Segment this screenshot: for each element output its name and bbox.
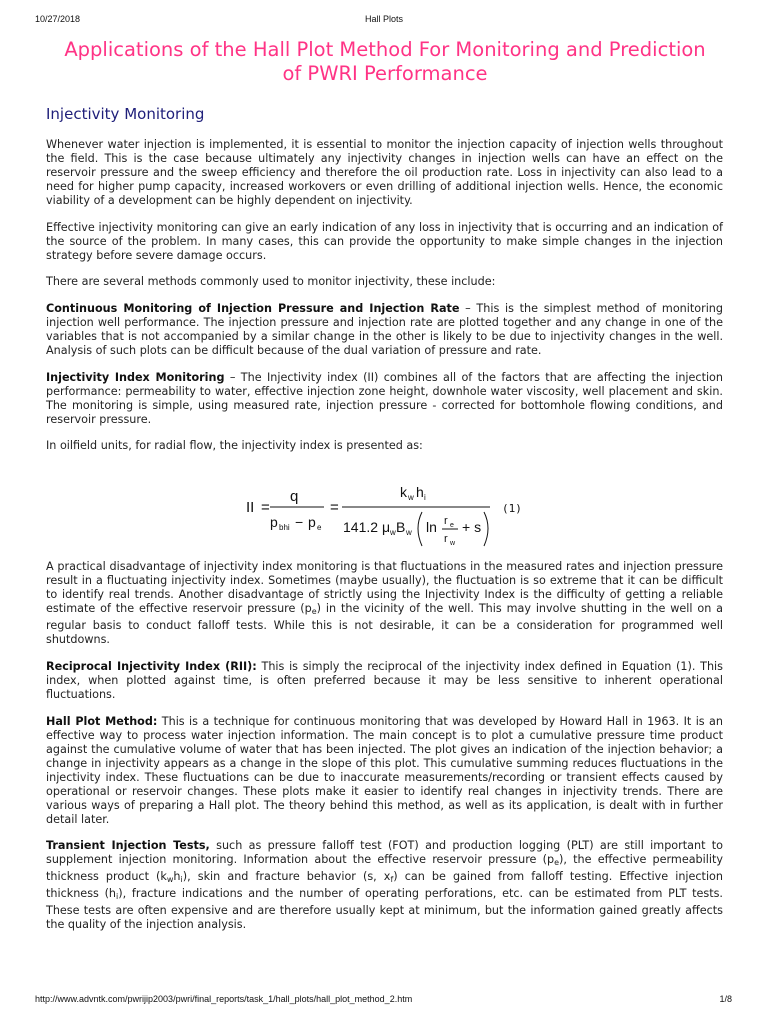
eq-mu-sub: w: [390, 528, 396, 538]
term-continuous-monitoring: Continuous Monitoring of Injection Pressure and Injection Rate: [46, 302, 460, 316]
term-hall-plot: Hall Plot Method:: [46, 714, 158, 728]
text: ), fracture indications and the number of operating perforations, etc. can be estimated from PLT tests. These tests are often expensive and are therefore usually kept at minimum, but the information gained greatly affects the quality of the injection analysis.: [46, 887, 723, 932]
eq-p-e-sub: e: [317, 523, 322, 533]
eq-p-bhi-sub: bhi: [279, 523, 290, 533]
text: ), skin and fracture behavior (s, x: [182, 870, 391, 884]
eq-rw-sub: w: [450, 540, 456, 548]
eq-lhs: II: [246, 499, 255, 517]
eq-B-sub: w: [406, 528, 412, 538]
eq-mu: μ: [382, 519, 391, 536]
source-url: http://www.advntk.com/pwrijip2003/pwri/final_reports/task_1/hall_plots/hall_plot_method_2.htm: [35, 994, 413, 1004]
text: This is simply the reciprocal of the injectivity index defined in Equation (1). This index, when plotted against time, is often preferred because it may be less sensitive to inherent operational fluctuations.: [46, 659, 723, 701]
paragraph-continuous-monitoring: [46, 302, 723, 358]
text: This is a technique for continuous monitoring that was developed by Howard Hall in 1963. It is an effective way to process water injection information. The main concept is to plot a cumulative pressure time product against the cumulative volume of water that has been injected. The plot gives an indication of the injection behavior; a change in injectivity appears as a change in the slope of this plot. This cumulative summing reduces fluctuations in the injectivity index. These fluctuations can be due to inaccurate measurements/recording or transient effects caused by operational or reservoir changes. These plots make it easier to identify real changes in injectivity trends. There are various ways of preparing a Hall plot. The theory behind this method, as well as its application, is dealt with in further detail later.: [46, 714, 723, 826]
paragraph-transient-tests: [46, 839, 723, 932]
eq-equals-1: =: [261, 499, 270, 517]
eq-number: (1): [502, 502, 522, 516]
section-heading: Injectivity Monitoring: [46, 105, 205, 123]
eq-coef: 141.2: [343, 519, 379, 536]
eq-k: k: [400, 484, 407, 501]
subscript: e: [311, 607, 317, 617]
paragraph-methods-intro: There are several methods commonly used to monitor injectivity, these include:: [46, 275, 496, 289]
text: – The Injectivity index (II) combines all of the factors that are affecting the injection performance: permeability to water, effective injection zone height, downhole water viscosity, well placement and skin. The monitoring is simple, using measured rate, injection pressure - corrected for bottomhole flowing conditions, and reservoir pressure.: [46, 370, 723, 426]
paragraph-oilfield-units: In oilfield units, for radial flow, the injectivity index is presented as:: [46, 439, 423, 453]
print-header-title: Hall Plots: [364, 14, 403, 24]
eq-p-e: p: [308, 514, 316, 531]
eq-k-sub: w: [408, 493, 414, 503]
page-title: Applications of the Hall Plot Method For Monitoring and Prediction of PWRI Performance: [64, 38, 706, 85]
eq-q: q: [290, 488, 299, 506]
eq-equals-2: =: [330, 499, 339, 517]
term-injectivity-index: Injectivity Index Monitoring: [46, 370, 225, 384]
term-rii: Reciprocal Injectivity Index (RII):: [46, 659, 257, 673]
eq-paren-left: [418, 512, 422, 546]
paragraph-intro: Whenever water injection is implemented, it is essential to monitor the injection capacity of injection wells throughout the field. This is the case because ultimately any injectivity changes in injection wells can have an effect on the reservoir pressure and the sweep efficiency and therefore the oil production rate. Loss in injectivity can also lead to a need for higher pump capacity, increased workovers or even drilling of additional injection wells. Hence, the economic viability of a development can be highly dependent on injectivity.: [46, 138, 723, 207]
text: – This is the simplest method of monitoring injection well performance. The injection pressure and injection rate are plotted together and any change in one of the variables that is not accompanied by a similar change in the other is likely to be due to injectivity changes in the well. Analysis of such plots can be difficult because of the dual variation of pressure and rate.: [46, 302, 723, 358]
eq-rw: r: [444, 533, 448, 546]
text: ), the effective permeability thickness product (k: [46, 853, 723, 884]
paragraph-hall-plot: [46, 715, 723, 827]
page-number: 1/8: [719, 994, 732, 1004]
term-transient-tests: Transient Injection Tests,: [46, 839, 210, 853]
eq-p-bhi: p: [270, 514, 278, 531]
eq-h-sub: i: [424, 493, 426, 503]
paragraph-rii: [46, 660, 723, 702]
subscript: w: [166, 875, 174, 885]
subscript: i: [180, 875, 183, 885]
text: A practical disadvantage of injectivity index monitoring is that fluctuations in the measured rates and injection pressure result in a fluctuating injectivity index. Sometimes (maybe usually), the fluctuation is so extreme that it can be difficult to identify real trends. Another disadvantage of strictly using the Injectivity Index is the difficulty of getting a reliable estimate of the effective reservoir pressure (p: [46, 560, 723, 616]
subscript: f: [390, 875, 394, 885]
eq-B: B: [396, 519, 406, 536]
eq-re: r: [444, 515, 448, 528]
eq-re-sub: e: [450, 522, 454, 530]
text: such as pressure falloff test (FOT) and production logging (PLT) are still important to supplement injection monitoring. Information about the effective reservoir pressure (p: [46, 839, 724, 867]
paragraph-ii-disadvantage: [46, 560, 723, 647]
subscript: i: [116, 892, 119, 902]
equation-1: [46, 466, 723, 550]
paragraph-effective-monitoring: Effective injectivity monitoring can give an early indication of any loss in injectivity that is occurring and an indication of the source of the problem. In many cases, this can provide the opportunity to make simple changes in the injection strategy before severe damage occurs.: [46, 220, 723, 262]
text: h: [173, 870, 181, 884]
subscript: e: [554, 858, 560, 868]
print-date: 10/27/2018: [35, 14, 81, 24]
paragraph-injectivity-index: [46, 371, 723, 427]
eq-plus-s: + s: [462, 519, 482, 536]
eq-minus: −: [295, 514, 304, 531]
equation-graphic: [46, 466, 723, 550]
eq-h: h: [416, 484, 424, 501]
text: ) in the vicinity of the well. This may involve shutting in the well on a regular basis to conduct falloff tests. While this is not desirable, it can be a consideration for programmed well shutdowns.: [46, 602, 724, 647]
text: ) can be gained from falloff testing. Effective injection thickness (h: [46, 870, 723, 901]
eq-paren-right: [484, 512, 488, 546]
eq-ln: ln: [426, 519, 437, 536]
article-body: [46, 138, 723, 945]
